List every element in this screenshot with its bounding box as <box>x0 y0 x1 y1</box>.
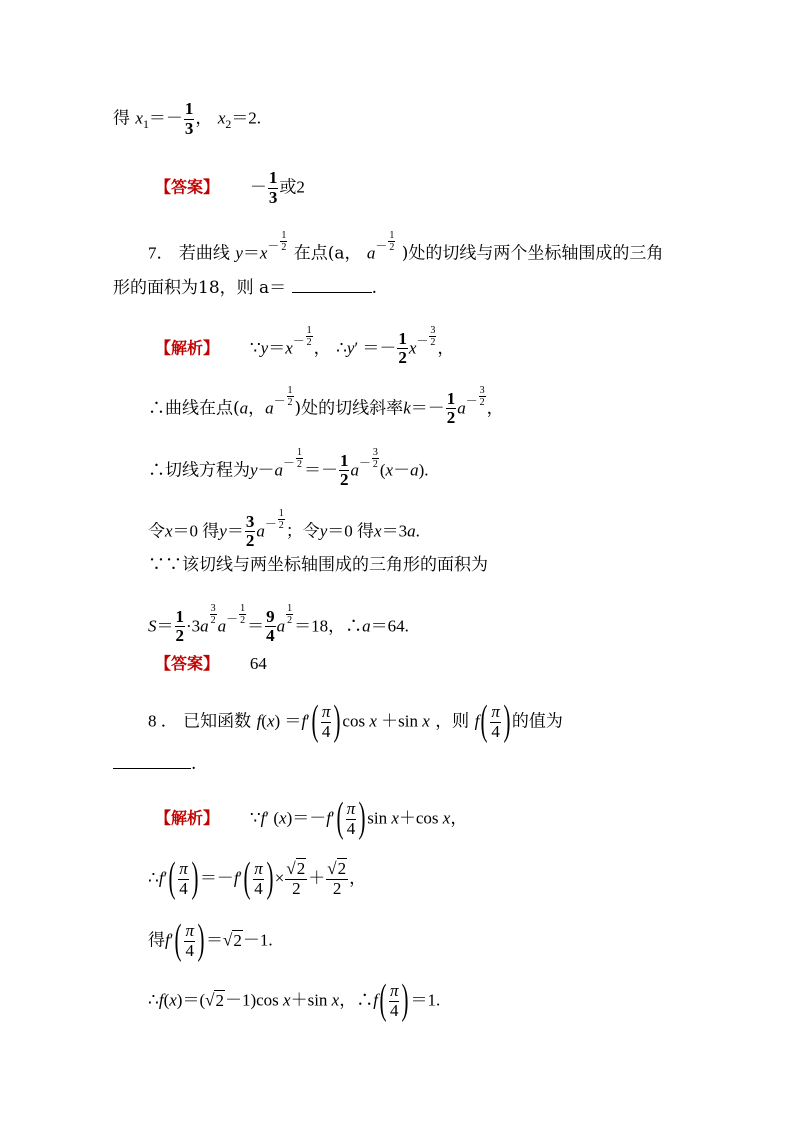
solution-7-step-3: ∴切线方程为$y-a^{- \frac{1}{2}}$ ＝－ $\frac{1}{2}$ $a^{- \frac{3}{2}}$ (x－a). <box>148 447 429 490</box>
solution-8-step-4: ∴f(x)＝(√2－1)cos x＋sin x，∴f( $\frac{\pi}{4}$ )＝1. <box>148 977 441 1024</box>
answer-6: 【答案】 － $\frac{1}{3}$ 或2 <box>155 168 305 207</box>
solution6-result-line: 得 $x_1=-$ $\frac{1}{3}$ ， $x_2=2$. <box>113 99 262 138</box>
problem-8-line-1: 8 ． 已知函数 f(x) ＝f′( $\frac{\pi}{4}$ )cos x ＋sin x ，则 f( $\frac{\pi}{4}$ )的值为 <box>148 698 563 745</box>
answer-blank[interactable] <box>292 291 372 293</box>
analysis-tag: 【解析】 <box>155 338 220 358</box>
label-de: 得 <box>113 108 130 129</box>
solution-7-step-4: 令x＝0 得y＝ $\frac{3}{2}$ $a^{- \frac{1}{2}}$ ；令y＝0 得x＝3a. <box>148 508 420 551</box>
problem-number: 8 ． <box>148 711 178 731</box>
answer-tag: 【答案】 <box>155 177 220 197</box>
problem-7-line-2: 形的面积为18，则 a＝ . <box>113 278 377 298</box>
solution-7-step-2: ∴曲线在点(a，$a^{- \frac{1}{2}}$ )处的切线斜率k＝－ $\frac{1}{2}$ $a^{- \frac{3}{2}}$ ， <box>148 385 504 428</box>
solution-8-step-1: 【解析】 ∵f′ (x)＝－f′( $\frac{\pi}{4}$ )sin x＋cos x， <box>155 795 468 842</box>
solution-8-step-3: 得f′( $\frac{\pi}{4}$ )＝√2－1. <box>148 917 273 964</box>
solution-8-step-2: ∴f′( $\frac{\pi}{4}$ )＝－f′( $\frac{\pi}{4}$ )× $\frac{√2}{2}$ ＋ $\frac{√2}{2}$ ， <box>148 855 367 902</box>
solution-7-step-1: 【解析】 $\because y=x^{- \frac{1}{2}}$ ， ∴y′ ＝－ $\frac{1}{2}$ $x^{- \frac{3}{2}}$ ， <box>155 325 455 368</box>
problem-number: 7． <box>148 243 174 263</box>
answer-blank[interactable] <box>113 767 191 769</box>
analysis-tag: 【解析】 <box>155 808 220 828</box>
problem-8-line-2: . <box>113 756 196 773</box>
solution-7-step-6: S＝ $\frac{1}{2}$ ·3a $^{\frac{3}{2}}$ $a^{- \frac{1}{2}}$ ＝ $\frac{9}{4}$ a $^{\frac{1}{2}}$ ＝18，∴a＝64. <box>148 603 409 646</box>
solution-7-step-5: ∵∵该切线与两坐标轴围成的三角形的面积为 <box>148 555 488 575</box>
answer-tag: 【答案】 <box>155 654 220 673</box>
problem-7-line-1: 7． 若曲线 $y=x^{- \frac{1}{2}}$ 在点(a， $a^{- \frac{1}{2}}$ )处的切线与两个坐标轴围成的三角 <box>148 230 664 264</box>
answer-7: 【答案】 64 <box>155 654 267 673</box>
